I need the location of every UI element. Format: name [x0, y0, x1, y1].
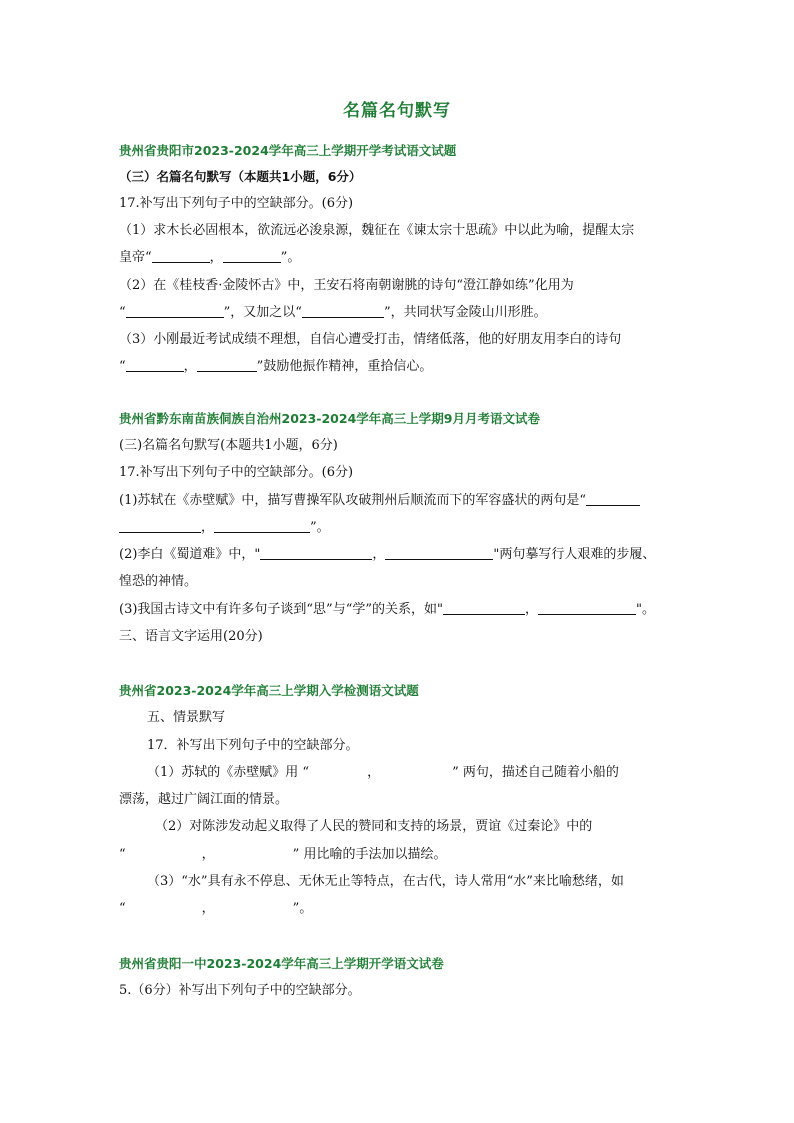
answer-blank[interactable] [538, 600, 636, 615]
section-3-q1-line1 [147, 763, 707, 783]
section-2-q2-line1 [119, 545, 679, 565]
section-3-q3-line2 [119, 899, 679, 919]
text: ， [201, 520, 215, 535]
section-1-heading: （三）名篇名句默写（本题共1小题，6分） [119, 169, 362, 184]
answer-blank[interactable] [152, 248, 210, 263]
text: “ [119, 901, 126, 916]
section-1-q1-line2 [119, 248, 679, 268]
text: （1）苏轼的《赤壁赋》用 “ [147, 765, 310, 780]
text: “ [119, 305, 126, 320]
text: ”鼓励他振作精神，重拾信心。 [256, 359, 433, 374]
answer-blank[interactable] [443, 600, 525, 615]
text: ， [201, 847, 215, 862]
section-2-question: 17.补写出下列句子中的空缺部分。(6分) [119, 465, 354, 480]
text: ”，又加之以“ [223, 305, 302, 320]
section-1-q3-line2 [119, 357, 679, 377]
answer-blank[interactable] [119, 518, 201, 533]
section-3-q2-line1: （2）对陈涉发动起义取得了人民的赞同和支持的场景，贾谊《过秦论》中的 [155, 819, 593, 834]
text: (3)我国古诗文中有许多句子谈到“思”与“学”的关系，如" [119, 602, 443, 617]
text: ”，共同状写金陵山川形胜。 [383, 305, 547, 320]
answer-blank[interactable] [126, 357, 184, 372]
page-title: 名篇名句默写 [343, 101, 451, 121]
text: ”。 [292, 901, 313, 916]
text: “ [119, 847, 126, 862]
answer-blank[interactable] [223, 248, 281, 263]
section-1-question: 17.补写出下列句子中的空缺部分。(6分) [119, 196, 354, 211]
answer-blank[interactable] [197, 357, 257, 372]
text: ， [183, 359, 197, 374]
text: “ [119, 359, 126, 374]
section-2-q1-line1 [119, 491, 679, 511]
section-3-question: 17．补写出下列句子中的空缺部分。 [147, 738, 359, 753]
section-2-next-section: 三、语言文字运用(20分) [119, 629, 263, 644]
text: ， [201, 901, 215, 916]
answer-blank[interactable] [260, 545, 372, 560]
section-3-q1-line2: 漂荡，越过广阔江面的情景。 [119, 792, 289, 807]
section-2-source: 贵州省黔东南苗族侗族自治州2023-2024学年高三上学期9月月考语文试卷 [119, 411, 540, 426]
text: ” 用比喻的手法加以描绘。 [292, 847, 447, 862]
section-2-q3-line1 [119, 600, 679, 620]
answer-blank[interactable] [302, 303, 384, 318]
section-3-q3-line1: （3）“水”具有永不停息、无休无止等特点，在古代，诗人常用“水”来比喻愁绪，如 [147, 874, 624, 889]
answer-blank[interactable] [126, 303, 224, 318]
section-1-q1-line1: （1）求木长必固根本，欲流远必浚泉源，魏征在《谏太宗十思疏》中以此为喻，提醒太宗 [119, 223, 635, 238]
answer-blank[interactable] [385, 545, 493, 560]
text: ”。 [280, 250, 301, 265]
section-2-heading: (三)名篇名句默写(本题共1小题，6分) [119, 438, 338, 453]
section-1-q2-line1: （2）在《桂枝香·金陵怀古》中，王安石将南朝谢朓的诗句“澄江静如练”化用为 [119, 278, 574, 293]
section-2-q2-line2: 惶恐的神情。 [119, 574, 198, 589]
section-1-q2-line2 [119, 303, 679, 323]
text: "两句摹写行人艰难的步履、 [493, 547, 656, 562]
text: 皇帝“ [119, 250, 152, 265]
text: "。 [636, 602, 655, 617]
text: ， [372, 547, 386, 562]
section-4-question: 5.（6分）补写出下列句子中的空缺部分。 [119, 983, 361, 998]
text: ”。 [310, 520, 330, 535]
text: (2)李白《蜀道难》中，" [119, 547, 261, 562]
section-1-q3-line1: （3）小刚最近考试成绩不理想，自信心遭受打击，情绪低落，他的好朋友用李白的诗句 [119, 332, 622, 347]
answer-blank[interactable] [586, 491, 640, 506]
answer-blank[interactable] [214, 518, 310, 533]
text: ， [367, 765, 381, 780]
section-4-source: 贵州省贵阳一中2023-2024学年高三上学期开学语文试卷 [119, 956, 444, 971]
text: (1)苏轼在《赤壁赋》中，描写曹操军队攻破荆州后顺流而下的军容盛状的两句是“ [119, 493, 587, 508]
text: ， [209, 250, 223, 265]
text: ， [524, 602, 538, 617]
text: ” 两句，描述自己随着小船的 [452, 765, 619, 780]
section-3-heading: 五、情景默写 [147, 710, 226, 725]
section-3-source: 贵州省2023-2024学年高三上学期入学检测语文试题 [119, 683, 419, 698]
section-1-source: 贵州省贵阳市2023-2024学年高三上学期开学考试语文试题 [119, 143, 457, 158]
section-3-q2-line2 [119, 845, 679, 865]
section-2-q1-line2 [119, 518, 679, 538]
